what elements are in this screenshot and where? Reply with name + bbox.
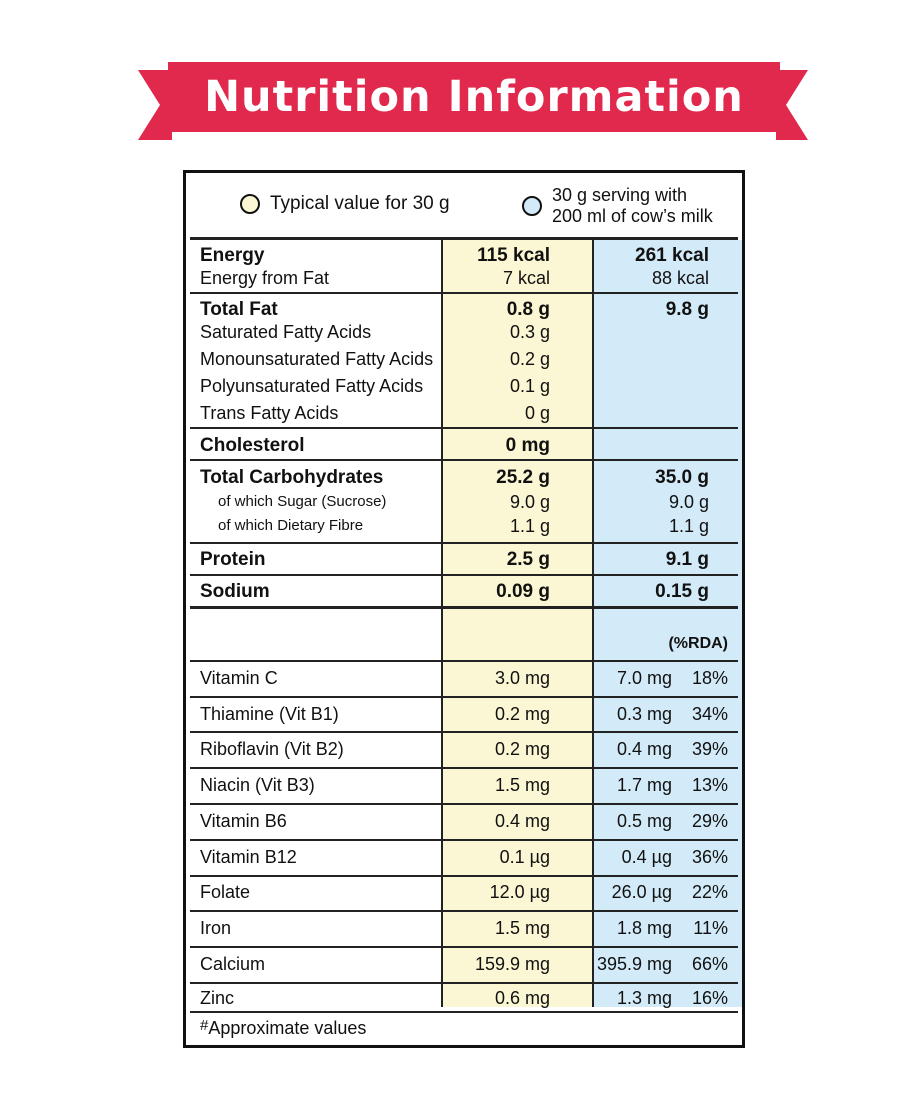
trans-typical: 0 g (524, 403, 550, 423)
vitamin-typical: 0.2 mg (494, 739, 550, 759)
vitamin-typical: 0.2 mg (494, 704, 550, 724)
fibre-typical: 1.1 g (509, 516, 550, 536)
vitamin-typical: 1.5 mg (494, 775, 550, 795)
footnote (200, 1017, 366, 1039)
carbohydrates-label: Total Carbohydrates (200, 467, 384, 488)
divider (190, 767, 738, 769)
vitamin-milk: 0.4 µg (621, 847, 672, 867)
footnote-text: Approximate values (208, 1018, 367, 1038)
vitamin-label: Thiamine (Vit B1) (200, 704, 339, 724)
protein-milk: 9.1 g (665, 549, 709, 570)
vitamin-typical: 159.9 mg (474, 954, 550, 974)
divider (190, 696, 738, 698)
vitamin-milk: 7.0 mg (616, 668, 672, 688)
vitamin-milk: 395.9 mg (596, 954, 672, 974)
sodium-milk: 0.15 g (655, 581, 709, 602)
divider (190, 459, 738, 461)
divider (190, 542, 738, 544)
energy-fat-label: Energy from Fat (200, 268, 330, 288)
poly-label: Polyunsaturated Fatty Acids (200, 376, 424, 396)
vitamin-rda: 66% (691, 954, 728, 974)
total-fat-typical: 0.8 g (506, 299, 550, 320)
yellow-dot-icon (240, 194, 260, 214)
vitamin-label: Vitamin B12 (200, 847, 297, 867)
divider (190, 237, 738, 240)
ribbon-right-tail (776, 70, 808, 140)
legend-typical-label: Typical value for 30 g (270, 193, 450, 214)
energy-fat-typical: 7 kcal (502, 268, 550, 288)
vitamin-typical: 0.4 mg (494, 811, 550, 831)
protein-typical: 2.5 g (506, 549, 550, 570)
rda-header: (%RDA) (668, 635, 728, 652)
vitamin-typical: 1.5 mg (494, 918, 550, 938)
fibre-milk: 1.1 g (668, 516, 709, 536)
vitamin-typical: 0.1 µg (499, 847, 550, 867)
sugar-typical: 9.0 g (509, 492, 550, 512)
mono-label: Monounsaturated Fatty Acids (200, 349, 434, 369)
legend-milk-line2: 200 ml of cow’s milk (552, 206, 713, 226)
trans-label: Trans Fatty Acids (200, 403, 339, 423)
cholesterol-label: Cholesterol (200, 435, 305, 456)
ribbon-left-tail (138, 70, 172, 140)
legend-milk (522, 185, 713, 227)
sugar-label: of which Sugar (Sucrose) (218, 493, 387, 510)
saturated-label: Saturated Fatty Acids (200, 322, 372, 342)
column-divider (441, 240, 443, 1007)
vitamin-rda: 18% (691, 668, 728, 688)
vitamin-rda: 39% (691, 739, 728, 759)
divider (190, 292, 738, 294)
divider (190, 875, 738, 877)
poly-typical: 0.1 g (509, 376, 550, 396)
vitamin-typical: 0.6 mg (494, 988, 550, 1008)
page-title: Nutrition Information (204, 72, 744, 122)
vitamin-rda: 29% (691, 811, 728, 831)
carbohydrates-milk: 35.0 g (655, 467, 709, 488)
vitamin-milk: 1.3 mg (616, 988, 672, 1008)
vitamin-label: Folate (200, 882, 251, 902)
divider (190, 946, 738, 948)
vitamin-label: Iron (200, 918, 232, 938)
energy-milk: 261 kcal (635, 245, 709, 266)
divider (190, 803, 738, 805)
vitamin-label: Calcium (200, 954, 266, 974)
legend-typical (240, 193, 450, 215)
energy-typical: 115 kcal (477, 245, 550, 266)
vitamin-milk: 26.0 µg (611, 882, 672, 902)
mono-typical: 0.2 g (509, 349, 550, 369)
legend (186, 173, 742, 237)
footnote-mark: # (200, 1017, 209, 1034)
energy-label: Energy (200, 245, 265, 266)
vitamin-typical: 3.0 mg (494, 668, 550, 688)
vitamin-rda: 13% (691, 775, 728, 795)
vitamin-label: Vitamin B6 (200, 811, 287, 831)
saturated-typical: 0.3 g (509, 322, 550, 342)
fibre-label: of which Dietary Fibre (218, 517, 364, 534)
vitamin-label: Vitamin C (200, 668, 278, 688)
cholesterol-typical: 0 mg (505, 435, 550, 456)
energy-fat-milk: 88 kcal (651, 268, 709, 288)
divider (190, 731, 738, 733)
carbohydrates-typical: 25.2 g (496, 467, 550, 488)
vitamin-label: Zinc (200, 988, 235, 1008)
vitamin-milk: 1.8 mg (616, 918, 672, 938)
vitamin-rda: 36% (691, 847, 728, 867)
blue-dot-icon (522, 196, 542, 216)
total-fat-label: Total Fat (200, 299, 278, 320)
vitamin-rda: 22% (691, 882, 728, 902)
divider (190, 660, 738, 662)
sodium-label: Sodium (200, 581, 270, 602)
vitamin-label: Riboflavin (Vit B2) (200, 739, 344, 759)
column-divider (592, 240, 594, 1007)
vitamin-milk: 1.7 mg (616, 775, 672, 795)
divider (190, 606, 738, 609)
sugar-milk: 9.0 g (668, 492, 709, 512)
vitamin-rda: 11% (693, 918, 728, 938)
divider (190, 839, 738, 841)
divider (190, 910, 738, 912)
divider (190, 1011, 738, 1013)
protein-label: Protein (200, 549, 266, 570)
vitamin-milk: 0.3 mg (616, 704, 672, 724)
divider (190, 574, 738, 576)
total-fat-milk: 9.8 g (665, 299, 709, 320)
vitamin-rda: 16% (691, 988, 728, 1008)
divider (190, 427, 738, 429)
vitamin-milk: 0.5 mg (616, 811, 672, 831)
vitamin-milk: 0.4 mg (616, 739, 672, 759)
sodium-typical: 0.09 g (496, 581, 550, 602)
nutrition-table (183, 170, 745, 1048)
divider (190, 982, 738, 984)
vitamin-label: Niacin (Vit B3) (200, 775, 315, 795)
legend-milk-line1: 30 g serving with (552, 185, 688, 205)
vitamin-rda: 34% (691, 704, 728, 724)
vitamin-typical: 12.0 µg (489, 882, 550, 902)
